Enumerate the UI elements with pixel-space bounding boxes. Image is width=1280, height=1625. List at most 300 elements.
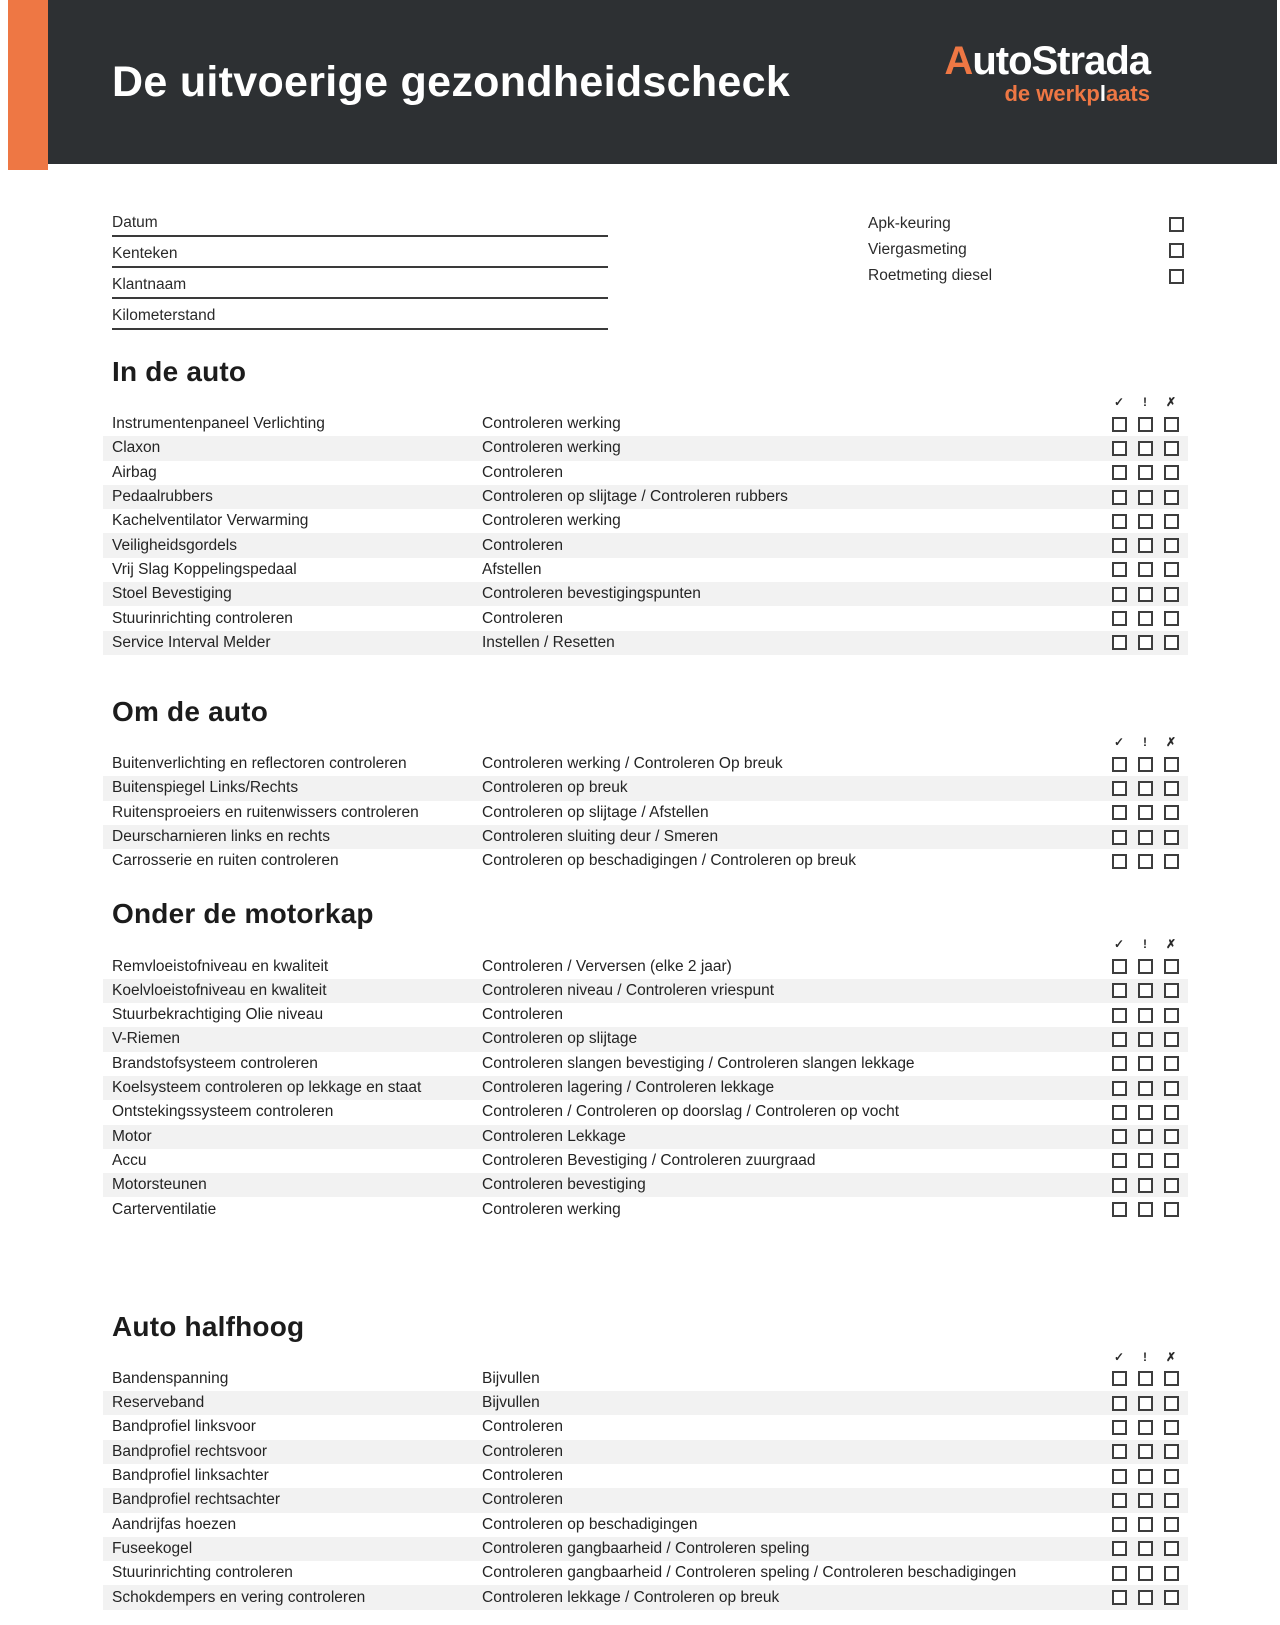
inspection-checkbox[interactable]	[1169, 217, 1184, 232]
row-item: Instrumentenpaneel Verlichting	[112, 415, 325, 433]
checkbox-cell	[1106, 1178, 1132, 1193]
checkbox-exclamation[interactable]	[1138, 1541, 1153, 1556]
checkbox-cell	[1132, 1396, 1158, 1411]
checkbox-cell	[1132, 465, 1158, 480]
checkbox-exclamation[interactable]	[1138, 781, 1153, 796]
section	[103, 697, 1188, 873]
mark-cell	[1106, 396, 1132, 408]
inspection-row	[868, 237, 1188, 263]
checklist-row	[103, 1173, 1188, 1197]
inspection-checkbox[interactable]	[1169, 269, 1184, 284]
marks-header	[103, 395, 1188, 409]
logo-wordmark	[944, 38, 1150, 84]
checkbox-check[interactable]	[1112, 781, 1127, 796]
checkbox-cell	[1158, 1153, 1184, 1168]
checkbox-check[interactable]	[1112, 1517, 1127, 1532]
checkbox-check[interactable]	[1112, 1469, 1127, 1484]
checkbox-cross[interactable]	[1164, 854, 1179, 869]
checkbox-exclamation[interactable]	[1138, 1444, 1153, 1459]
checklist-row	[103, 776, 1188, 800]
checkbox-cell	[1158, 562, 1184, 577]
checkbox-exclamation[interactable]	[1138, 587, 1153, 602]
checkbox-cell	[1158, 1590, 1184, 1605]
section-title: In de auto	[112, 356, 247, 387]
row-action: Bijvullen	[482, 1394, 540, 1412]
checkbox-cell	[1132, 1590, 1158, 1605]
checklist-row	[103, 558, 1188, 582]
checkbox-cell	[1106, 1517, 1132, 1532]
checklist-row	[103, 461, 1188, 485]
checkbox-cross[interactable]	[1164, 781, 1179, 796]
row-action: Controleren op beschadigingen	[482, 1515, 698, 1533]
checkbox-exclamation[interactable]	[1138, 635, 1153, 650]
checkbox-cell	[1158, 1105, 1184, 1120]
row-item: Deurscharnieren links en rechts	[112, 828, 330, 845]
row-action: Controleren / Controleren op doorslag / Controleren op vocht	[482, 1103, 900, 1121]
logo-tagline	[1004, 82, 1150, 106]
row-action: Controleren niveau / Controleren vriespunt	[482, 981, 775, 999]
exclamation-icon: !	[1143, 734, 1147, 749]
checkbox-exclamation[interactable]	[1138, 959, 1153, 974]
checkbox-exclamation[interactable]	[1138, 441, 1153, 456]
row-action: Controleren slangen bevestiging / Controleren slangen lekkage	[482, 1054, 915, 1072]
checkbox-exclamation[interactable]	[1138, 830, 1153, 845]
row-item: Aandrijfas hoezen	[112, 1515, 237, 1533]
inspection-label: Roetmeting diesel	[868, 267, 993, 284]
checkbox-check[interactable]	[1112, 611, 1127, 626]
checkbox-exclamation[interactable]	[1138, 983, 1153, 998]
row-action: Controleren	[482, 1491, 563, 1509]
checkbox-cell	[1158, 805, 1184, 820]
checkbox-cell	[1132, 1178, 1158, 1193]
checkbox-exclamation[interactable]	[1138, 1008, 1153, 1023]
checkbox-cell	[1106, 1202, 1132, 1217]
row-item: Stoel Bevestiging	[112, 585, 232, 603]
checkbox-check[interactable]	[1112, 1202, 1127, 1217]
checkbox-exclamation[interactable]	[1138, 1493, 1153, 1508]
row-action: Controleren bevestiging	[482, 1176, 646, 1194]
row-action: Controleren	[482, 1467, 563, 1485]
row-item: V-Riemen	[112, 1030, 181, 1048]
checklist-row	[103, 1125, 1188, 1149]
checkbox-cell	[1132, 1008, 1158, 1023]
row-action: Controleren gangbaarheid / Controleren speling / Controleren beschadigingen	[482, 1564, 1017, 1582]
checkbox-cell	[1106, 611, 1132, 626]
inspection-label: Apk-keuring	[868, 215, 951, 232]
cross-icon: ✗	[1165, 937, 1177, 952]
tagline-part: aats	[1105, 81, 1150, 106]
checkbox-exclamation[interactable]	[1138, 1566, 1153, 1581]
checkbox-exclamation[interactable]	[1138, 1396, 1153, 1411]
checkbox-cross[interactable]	[1164, 805, 1179, 820]
checklist-row	[103, 1537, 1188, 1561]
mark-cell	[1132, 938, 1158, 950]
checkbox-check[interactable]	[1112, 830, 1127, 845]
checkbox-exclamation[interactable]	[1138, 1178, 1153, 1193]
checkbox-cross[interactable]	[1164, 465, 1179, 480]
marks-header	[103, 1350, 1188, 1364]
page-title: De uitvoerige gezondheidscheck	[112, 57, 791, 106]
row-item: Carterventilatie	[112, 1200, 217, 1218]
checkbox-exclamation[interactable]	[1138, 562, 1153, 577]
checkbox-cell	[1132, 1371, 1158, 1386]
checkbox-cross[interactable]	[1164, 757, 1179, 772]
mark-cell	[1106, 1351, 1132, 1363]
row-action: Controleren op beschadigingen / Controleren op breuk	[482, 852, 856, 870]
checklist-row	[103, 954, 1188, 978]
checkbox-cell	[1158, 417, 1184, 432]
checklist-row	[103, 1100, 1188, 1124]
inspection-checkbox[interactable]	[1169, 243, 1184, 258]
checkbox-cross[interactable]	[1164, 1541, 1179, 1556]
checkbox-cross[interactable]	[1164, 587, 1179, 602]
row-item: Ontstekingssysteem controleren	[112, 1103, 334, 1121]
checkbox-cell	[1132, 1129, 1158, 1144]
checkbox-exclamation[interactable]	[1138, 1081, 1153, 1096]
checkbox-cell	[1132, 1420, 1158, 1435]
checkbox-cell	[1132, 1541, 1158, 1556]
checkbox-exclamation[interactable]	[1138, 1420, 1153, 1435]
marks-header	[103, 735, 1188, 749]
section-rows	[103, 954, 1188, 1221]
checkbox-cross[interactable]	[1164, 490, 1179, 505]
row-item: Stuurinrichting controleren	[112, 1564, 293, 1582]
row-item: Schokdempers en vering controleren	[112, 1588, 366, 1606]
checkbox-cell	[1106, 1420, 1132, 1435]
checkbox-cell	[1132, 1105, 1158, 1120]
checkbox-cell	[1158, 830, 1184, 845]
row-action: Controleren werking	[482, 1200, 621, 1218]
checkbox-exclamation[interactable]	[1138, 1129, 1153, 1144]
checkbox-cross[interactable]	[1164, 1469, 1179, 1484]
checkbox-exclamation[interactable]	[1138, 490, 1153, 505]
checkbox-cell	[1158, 587, 1184, 602]
checkbox-cell	[1158, 635, 1184, 650]
checkbox-cell	[1158, 538, 1184, 553]
row-item: Brandstofsysteem controleren	[112, 1054, 318, 1072]
checkbox-cross[interactable]	[1164, 1153, 1179, 1168]
checkbox-cross[interactable]	[1164, 417, 1179, 432]
checkbox-cross[interactable]	[1164, 562, 1179, 577]
checkbox-cell	[1132, 1056, 1158, 1071]
checkbox-cell	[1158, 983, 1184, 998]
checklist-row	[103, 1149, 1188, 1173]
checkbox-exclamation[interactable]	[1138, 514, 1153, 529]
checkbox-cell	[1132, 1493, 1158, 1508]
checkbox-cell	[1132, 417, 1158, 432]
checkbox-check[interactable]	[1112, 538, 1127, 553]
checkbox-cell	[1132, 854, 1158, 869]
checkbox-cell	[1106, 417, 1132, 432]
row-item: Vrij Slag Koppelingspedaal	[112, 560, 297, 578]
row-action: Controleren op slijtage / Controleren rubbers	[482, 488, 788, 506]
checkbox-cross[interactable]	[1164, 1396, 1179, 1411]
checkbox-cell	[1132, 757, 1158, 772]
checkbox-cell	[1158, 854, 1184, 869]
row-item: Bandprofiel linksachter	[112, 1467, 269, 1485]
checklist-row	[103, 1197, 1188, 1221]
checkbox-cross[interactable]	[1164, 635, 1179, 650]
checkbox-cell	[1158, 1371, 1184, 1386]
checkbox-cell	[1158, 1566, 1184, 1581]
checkbox-check[interactable]	[1112, 1396, 1127, 1411]
checkbox-check[interactable]	[1112, 635, 1127, 650]
checkbox-cell	[1132, 1032, 1158, 1047]
exclamation-icon: !	[1143, 937, 1147, 952]
cross-icon: ✗	[1165, 734, 1177, 749]
checkbox-check[interactable]	[1112, 441, 1127, 456]
checklist-row	[103, 849, 1188, 873]
checkbox-exclamation[interactable]	[1138, 465, 1153, 480]
checkbox-cross[interactable]	[1164, 1420, 1179, 1435]
checkbox-cell	[1158, 441, 1184, 456]
checkbox-cross[interactable]	[1164, 1178, 1179, 1193]
form-field-line[interactable]	[112, 268, 608, 299]
checkbox-exclamation[interactable]	[1138, 1469, 1153, 1484]
checkbox-cross[interactable]	[1164, 1566, 1179, 1581]
tagline-part: de werkp	[1004, 81, 1100, 106]
checkbox-cross[interactable]	[1164, 1590, 1179, 1605]
checkbox-cell	[1132, 1153, 1158, 1168]
row-item: Kachelventilator Verwarming	[112, 512, 309, 530]
checkbox-check[interactable]	[1112, 1590, 1127, 1605]
checkbox-check[interactable]	[1112, 1371, 1127, 1386]
checklist-row	[103, 1415, 1188, 1439]
checkbox-exclamation[interactable]	[1138, 805, 1153, 820]
checkbox-cell	[1106, 1056, 1132, 1071]
checklist-row	[103, 1561, 1188, 1585]
checkbox-exclamation[interactable]	[1138, 538, 1153, 553]
checkbox-check[interactable]	[1112, 1566, 1127, 1581]
checkbox-cell	[1158, 1493, 1184, 1508]
checkbox-cell	[1106, 465, 1132, 480]
row-item: Stuurinrichting controleren	[112, 609, 293, 627]
row-item: Motorsteunen	[112, 1176, 207, 1194]
checkbox-cell	[1132, 635, 1158, 650]
checkbox-cross[interactable]	[1164, 1008, 1179, 1023]
checklist-row	[103, 825, 1188, 849]
checkbox-cell	[1132, 781, 1158, 796]
checkbox-cell	[1106, 1105, 1132, 1120]
checkbox-cross[interactable]	[1164, 441, 1179, 456]
checkbox-cell	[1158, 1081, 1184, 1096]
exclamation-icon: !	[1143, 395, 1147, 409]
checkbox-exclamation[interactable]	[1138, 1032, 1153, 1047]
row-item: Bandprofiel rechtsvoor	[112, 1442, 268, 1460]
checkbox-check[interactable]	[1112, 1032, 1127, 1047]
checkbox-cell	[1132, 959, 1158, 974]
tagline-part: l	[1099, 81, 1106, 106]
checkbox-cross[interactable]	[1164, 1081, 1179, 1096]
checkbox-exclamation[interactable]	[1138, 1105, 1153, 1120]
checkbox-exclamation[interactable]	[1138, 1056, 1153, 1071]
row-item: Bandprofiel linksvoor	[112, 1418, 256, 1436]
row-item: Fuseekogel	[112, 1539, 193, 1557]
checkbox-cross[interactable]	[1164, 1493, 1179, 1508]
checkbox-check[interactable]	[1112, 854, 1127, 869]
checkbox-check[interactable]	[1112, 1153, 1127, 1168]
checkbox-cross[interactable]	[1164, 959, 1179, 974]
form-fields	[112, 206, 608, 330]
row-action: Controleren gangbaarheid / Controleren speling	[482, 1539, 810, 1557]
checkbox-cell	[1132, 441, 1158, 456]
checkbox-cell	[1106, 1129, 1132, 1144]
row-action: Controleren	[482, 536, 563, 554]
checkbox-check[interactable]	[1112, 1541, 1127, 1556]
form-field-line[interactable]	[112, 237, 608, 268]
checkbox-exclamation[interactable]	[1138, 1371, 1153, 1386]
checkbox-exclamation[interactable]	[1138, 854, 1153, 869]
checkbox-check[interactable]	[1112, 562, 1127, 577]
checkbox-cell	[1106, 1566, 1132, 1581]
section-rows	[103, 412, 1188, 655]
checkbox-cell	[1106, 805, 1132, 820]
checkbox-check[interactable]	[1112, 1129, 1127, 1144]
row-action: Controleren op slijtage / Afstellen	[482, 803, 709, 821]
section-rows	[103, 1367, 1188, 1610]
checklist-row	[103, 1027, 1188, 1051]
checkbox-cell	[1158, 1420, 1184, 1435]
checkbox-check[interactable]	[1112, 1105, 1127, 1120]
checkbox-check[interactable]	[1112, 465, 1127, 480]
marks-header	[103, 937, 1188, 951]
checkbox-cell	[1106, 983, 1132, 998]
checklist-row	[103, 1391, 1188, 1415]
checkbox-cross[interactable]	[1164, 1105, 1179, 1120]
checkbox-cell	[1106, 757, 1132, 772]
checkbox-cell	[1106, 781, 1132, 796]
row-item: Airbag	[112, 463, 157, 481]
logo-rest: utoStrada	[972, 39, 1150, 83]
checkbox-check[interactable]	[1112, 1008, 1127, 1023]
checkbox-check[interactable]	[1112, 514, 1127, 529]
row-action: Controleren	[482, 1006, 563, 1024]
checklist-row	[103, 1513, 1188, 1537]
checkbox-check[interactable]	[1112, 587, 1127, 602]
row-action: Controleren op slijtage	[482, 1030, 638, 1048]
checkbox-check[interactable]	[1112, 757, 1127, 772]
checkbox-cell	[1132, 514, 1158, 529]
row-action: Controleren / Verversen (elke 2 jaar)	[482, 957, 732, 975]
mark-cell	[1158, 938, 1184, 950]
checkbox-cell	[1158, 1032, 1184, 1047]
checkbox-cell	[1158, 781, 1184, 796]
row-item: Stuurbekrachtiging Olie niveau	[112, 1006, 324, 1024]
checkbox-cross[interactable]	[1164, 514, 1179, 529]
checkbox-cell	[1132, 1517, 1158, 1532]
checkbox-cell	[1106, 1590, 1132, 1605]
logo	[944, 38, 1150, 106]
checkbox-cross[interactable]	[1164, 1517, 1179, 1532]
checkbox-cell	[1158, 1056, 1184, 1071]
checkbox-cell	[1132, 562, 1158, 577]
checkbox-exclamation[interactable]	[1138, 1202, 1153, 1217]
row-item: Accu	[112, 1151, 147, 1169]
accent-bar	[8, 0, 48, 170]
checkbox-cell	[1106, 1032, 1132, 1047]
checkbox-cell	[1158, 465, 1184, 480]
checkbox-check[interactable]	[1112, 1056, 1127, 1071]
checkbox-check[interactable]	[1112, 1178, 1127, 1193]
row-item: Ruitensproeiers en ruitenwissers controleren	[112, 803, 419, 821]
checkbox-cross[interactable]	[1164, 1202, 1179, 1217]
checkbox-cell	[1158, 1444, 1184, 1459]
row-action: Controleren werking	[482, 512, 621, 530]
row-action: Controleren bevestigingspunten	[482, 585, 701, 603]
checklist-row	[103, 412, 1188, 436]
checkbox-cross[interactable]	[1164, 538, 1179, 553]
checkbox-check[interactable]	[1112, 1444, 1127, 1459]
checkbox-cell	[1106, 1153, 1132, 1168]
row-action: Controleren lekkage / Controleren op breuk	[482, 1588, 780, 1606]
row-item: Reserveband	[112, 1394, 205, 1412]
checkbox-check[interactable]	[1112, 1493, 1127, 1508]
checkbox-exclamation[interactable]	[1138, 611, 1153, 626]
checkbox-cross[interactable]	[1164, 1032, 1179, 1047]
checkbox-cross[interactable]	[1164, 611, 1179, 626]
checkbox-cell	[1132, 611, 1158, 626]
checkbox-cross[interactable]	[1164, 983, 1179, 998]
form-field-line[interactable]	[112, 299, 608, 330]
row-action: Controleren Bevestiging / Controleren zuurgraad	[482, 1151, 816, 1169]
row-action: Controleren	[482, 609, 563, 627]
checkbox-check[interactable]	[1112, 1420, 1127, 1435]
checkbox-exclamation[interactable]	[1138, 757, 1153, 772]
inspection-row	[868, 263, 1188, 289]
logo-letter-a: A	[944, 39, 973, 83]
checkbox-cell	[1132, 538, 1158, 553]
checkbox-cell	[1132, 983, 1158, 998]
checkbox-check[interactable]	[1112, 417, 1127, 432]
form-field-line[interactable]	[112, 206, 608, 237]
header	[48, 0, 1277, 164]
row-action: Controleren werking	[482, 415, 621, 433]
checkbox-cross[interactable]	[1164, 1444, 1179, 1459]
checkbox-cross[interactable]	[1164, 830, 1179, 845]
row-item: Claxon	[112, 439, 161, 457]
checklist-row	[103, 1464, 1188, 1488]
mark-cell	[1158, 1351, 1184, 1363]
checkbox-cell	[1132, 805, 1158, 820]
row-action: Controleren sluiting deur / Smeren	[482, 828, 719, 845]
check-icon: ✓	[1113, 1349, 1125, 1364]
checkbox-check[interactable]	[1112, 959, 1127, 974]
checkbox-cell	[1106, 562, 1132, 577]
row-item: Service Interval Melder	[112, 633, 271, 651]
checkbox-check[interactable]	[1112, 1081, 1127, 1096]
checkbox-check[interactable]	[1112, 983, 1127, 998]
checkbox-cross[interactable]	[1164, 1056, 1179, 1071]
checkbox-cross[interactable]	[1164, 1129, 1179, 1144]
row-action: Controleren op breuk	[482, 779, 628, 797]
checkbox-cross[interactable]	[1164, 1371, 1179, 1386]
checkbox-cell	[1158, 1129, 1184, 1144]
checkbox-cell	[1106, 1444, 1132, 1459]
mark-cell	[1158, 736, 1184, 748]
checkbox-exclamation[interactable]	[1138, 1590, 1153, 1605]
checklist-row	[103, 582, 1188, 606]
checkbox-check[interactable]	[1112, 805, 1127, 820]
row-action: Controleren Lekkage	[482, 1127, 626, 1145]
mark-cell	[1106, 736, 1132, 748]
checkbox-cell	[1132, 1202, 1158, 1217]
checklist-row	[103, 752, 1188, 776]
checkbox-exclamation[interactable]	[1138, 1517, 1153, 1532]
checkbox-check[interactable]	[1112, 490, 1127, 505]
row-action: Bijvullen	[482, 1369, 540, 1387]
checkbox-exclamation[interactable]	[1138, 1153, 1153, 1168]
checkbox-exclamation[interactable]	[1138, 417, 1153, 432]
